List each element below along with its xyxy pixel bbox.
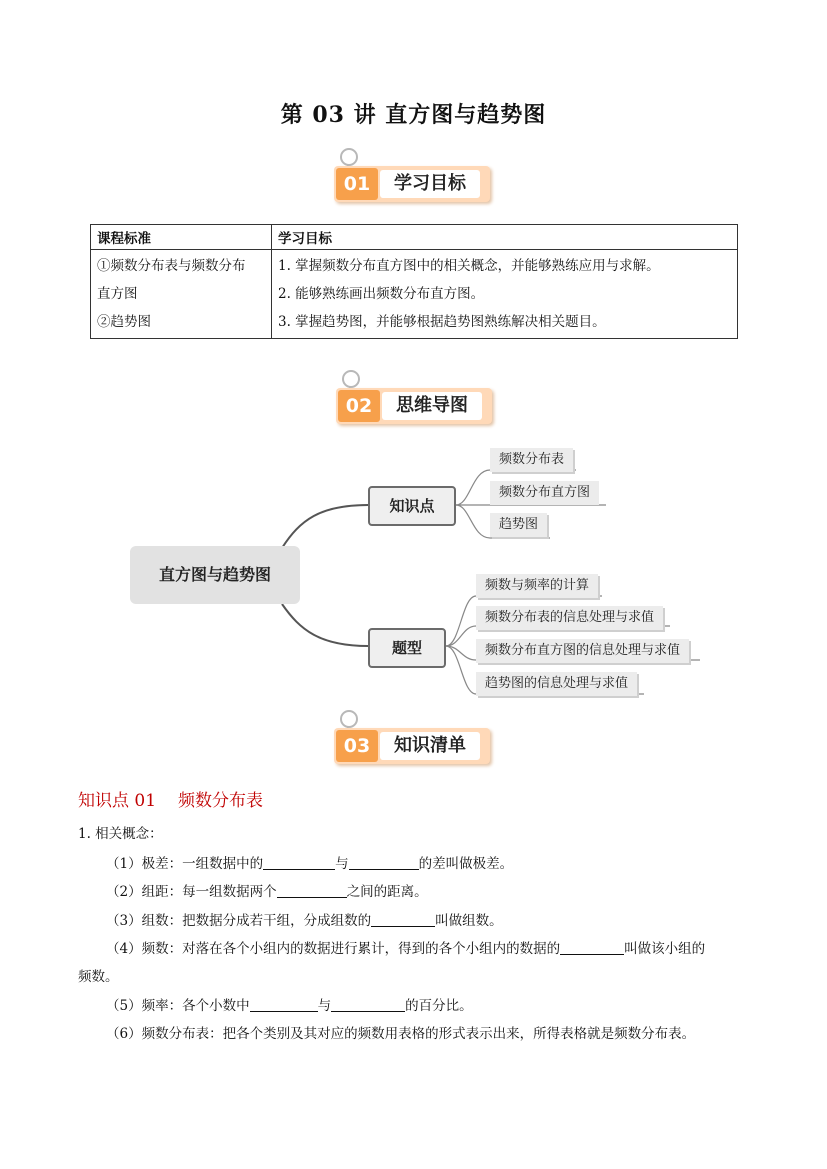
fill-blank[interactable] xyxy=(263,855,335,870)
standard-line: ①频数分布表与频数分布 xyxy=(97,258,246,274)
mindmap-leaf: 频数分布直方图的信息处理与求值 xyxy=(476,639,689,663)
concept-text: 的百分比。 xyxy=(405,998,473,1014)
badge-number: 01 xyxy=(343,173,371,195)
badge-label: 学习目标 xyxy=(380,170,480,198)
table-header-standard: 课程标准 xyxy=(91,225,272,250)
fill-blank[interactable] xyxy=(371,912,435,927)
mindmap-leaf: 频数与频率的计算 xyxy=(476,574,598,598)
knowledge-point-number: 知识点 01 xyxy=(78,791,157,811)
objective-line: 3. 掌握趋势图，并能够根据趋势图熟练解决相关题目。 xyxy=(278,314,606,330)
fill-blank[interactable] xyxy=(349,855,419,870)
concept-frequency-continued: 频数。 xyxy=(78,969,119,985)
concept-range xyxy=(106,852,513,872)
mindmap-branch-knowledge: 知识点 xyxy=(368,486,456,526)
concept-relative-frequency xyxy=(106,994,473,1014)
fill-blank[interactable] xyxy=(560,940,624,955)
badge-number: 03 xyxy=(343,735,371,757)
concept-frequency xyxy=(106,937,705,957)
concept-text: 叫做该小组的 xyxy=(624,941,706,957)
mindmap-center-node: 直方图与趋势图 xyxy=(130,546,300,604)
concept-text: （4）频数：对落在各个小组内的数据进行累计，得到的各个小组内的数据的 xyxy=(106,941,561,957)
fill-blank[interactable] xyxy=(250,997,318,1012)
mindmap-leaf: 频数分布表的信息处理与求值 xyxy=(476,606,663,630)
badge-label: 知识清单 xyxy=(380,732,480,760)
concept-text: （5）频率：各个小数中 xyxy=(106,998,250,1014)
objective-line: 1. 掌握频数分布直方图中的相关概念，并能够熟练应用与求解。 xyxy=(278,258,660,274)
concept-text: 叫做组数。 xyxy=(435,913,503,929)
mindmap-leaf: 趋势图的信息处理与求值 xyxy=(476,672,637,696)
concept-frequency-table: （6）频数分布表：把各个类别及其对应的频数用表格的形式表示出来，所得表格就是频数分布表。 xyxy=(106,1026,696,1042)
knowledge-point-title: 频数分布表 xyxy=(178,791,264,811)
concept-class-count xyxy=(106,909,503,929)
concept-text: （1）极差：一组数据中的 xyxy=(106,856,264,872)
concept-class-width xyxy=(106,880,428,900)
mindmap-leaf: 频数分布直方图 xyxy=(490,481,599,505)
mindmap-leaf: 频数分布表 xyxy=(490,448,573,472)
objective-line: 2. 能够熟练画出频数分布直方图。 xyxy=(278,286,485,302)
section-badge-knowledge xyxy=(334,712,494,760)
pin-icon xyxy=(340,710,358,728)
concept-text: （3）组数：把数据分成若干组，分成组数的 xyxy=(106,913,372,929)
mindmap-branch-question-types: 题型 xyxy=(368,628,446,668)
concept-text: 之间的距离。 xyxy=(346,884,428,900)
fill-blank[interactable] xyxy=(277,883,347,898)
standard-line: 直方图 xyxy=(97,286,138,302)
concept-text: （2）组距：每一组数据两个 xyxy=(106,884,277,900)
page-title: 第 03 讲 直方图与趋势图 xyxy=(280,102,547,128)
table-header-objective: 学习目标 xyxy=(272,225,738,250)
concept-text: 的差叫做极差。 xyxy=(418,856,514,872)
mindmap-leaf: 趋势图 xyxy=(490,513,547,537)
concept-text: 与 xyxy=(335,856,349,872)
concepts-intro: 1. 相关概念： xyxy=(78,826,163,842)
fill-blank[interactable] xyxy=(331,997,405,1012)
concept-text: 与 xyxy=(317,998,332,1014)
badge-number: 02 xyxy=(345,395,373,417)
badge-label: 思维导图 xyxy=(382,392,482,420)
standard-line: ②趋势图 xyxy=(97,314,151,330)
knowledge-point-heading xyxy=(78,786,285,811)
